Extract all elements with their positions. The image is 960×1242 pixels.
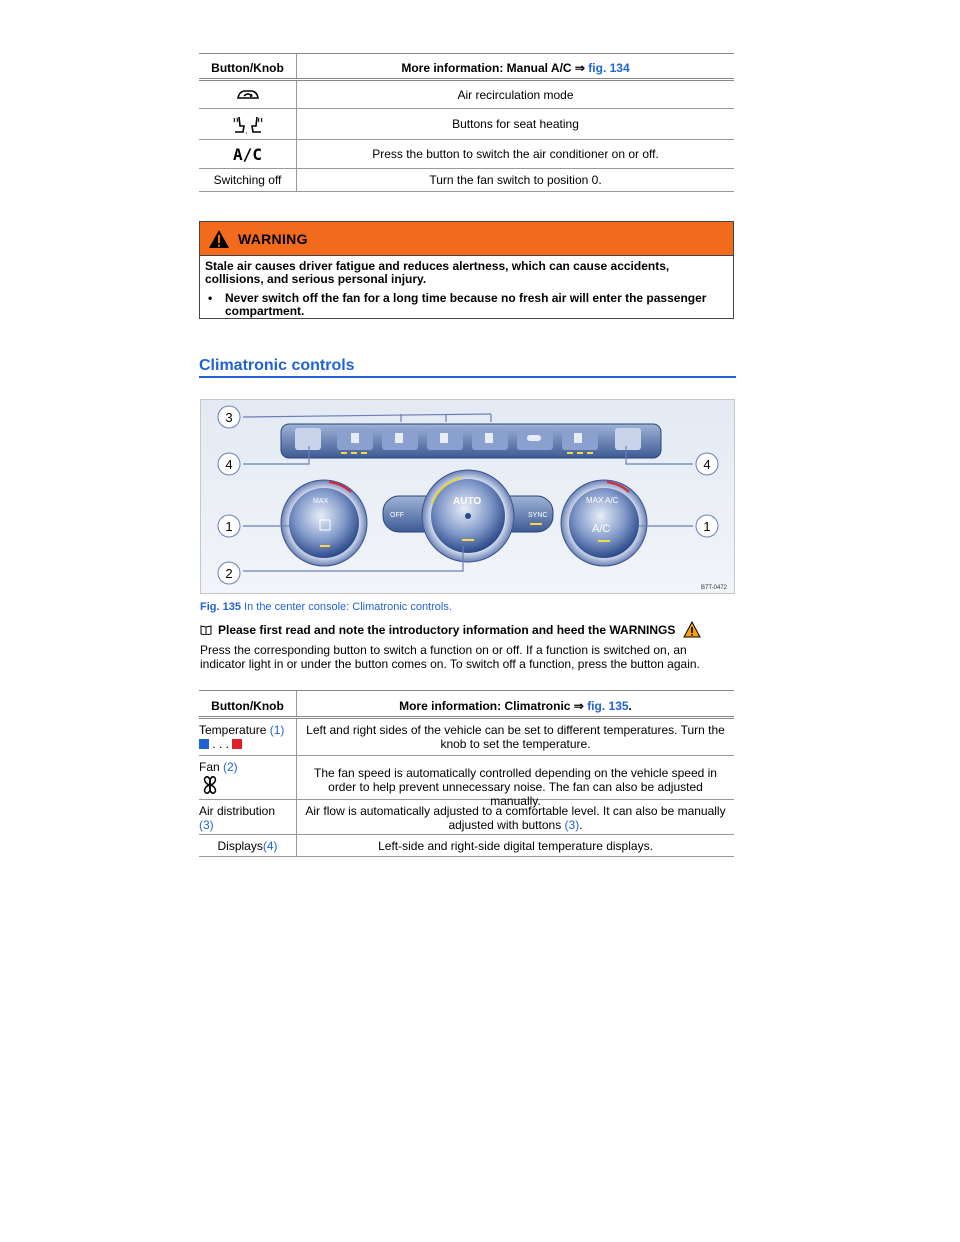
table-row: Displays (4) Left-side and right-side digital temperature displays. [199,835,734,857]
warning-title: WARNING [238,230,308,247]
warning-bullet: • Never switch off the fan for a long time because no fresh air will enter the passenger compartment. [205,292,728,318]
svg-text:3: 3 [225,410,233,425]
svg-text:1: 1 [225,519,233,534]
book-icon [200,625,212,635]
air-recirculation-icon [199,81,297,108]
header-col-button: Button/Knob [199,54,297,78]
section-title: Climatronic controls [199,357,736,378]
svg-text:4: 4 [703,457,711,472]
svg-text:AUTO: AUTO [453,496,482,507]
table-row: Fan (2) The fan speed is automatically controlled depending on the vehicle speed in order to help prevent unnecessary noise. The fan can also be adjusted manually. [199,756,734,800]
right-temperature-knob [561,480,647,566]
bullet-icon: • [208,291,213,305]
svg-text:1: 1 [703,519,711,534]
hot-swatch-icon [232,739,242,749]
figure-caption: Fig. 135 In the center console: Climatronic controls. [200,601,452,613]
table-row: Temperature (1) . . . Left and right sides of the vehicle can be set to different temperatures. Turn the knob to set the temperature. [199,719,734,756]
warning-header [200,222,733,256]
table-row: , Buttons for seat heating [199,109,734,140]
cold-swatch-icon [199,739,209,749]
image-code: B7T-0472 [701,585,728,591]
table-row: Air distribution (3) Air flow is automatically adjusted to a comfortable level. It can also be manually adjusted with buttons (3). [199,800,734,835]
climatronic-table [199,690,734,857]
seat-heating-icon [199,109,297,139]
warning-body: Stale air causes driver fatigue and reduces alertness, which can cause accidents, collisions, and serious personal injury. • Never switch off the fan for a long time because no fresh air will enter the passenger compartment. [200,256,733,318]
table-header [199,54,734,81]
svg-text:MAX A/C: MAX A/C [586,496,619,505]
warning-triangle-icon [683,621,701,638]
table-row: Air recirculation mode [199,81,734,109]
climatronic-figure [200,399,735,594]
svg-text:A/C: A/C [592,523,611,535]
table-row: Switching off Turn the fan switch to position 0. [199,169,734,192]
svg-text:MAX: MAX [313,498,329,505]
svg-text:SYNC: SYNC [528,512,548,519]
fig-134-link[interactable]: fig. 134 [588,61,630,75]
climatronic-panel-illustration [201,400,734,593]
instructions-paragraph: Press the corresponding button to switch a function on or off. If a function is switched on, an indicator light in or under the button comes on. To switch off a function, press the button again. [200,643,700,671]
svg-text:,: , [244,126,247,134]
svg-text:OFF: OFF [390,512,404,519]
fig-135-link[interactable]: fig. 135 [587,699,629,713]
svg-text:2: 2 [225,566,233,581]
ac-icon: A/C [199,140,297,168]
read-first-note: Please first read and note the introductory information and heed the WARNINGS [200,621,701,638]
table-header: Button/Knob More information: Climatronic ⇒ fig. 135 . [199,691,734,719]
warning-box [199,221,734,319]
manual-ac-table [199,53,734,192]
fan-icon [199,775,221,795]
svg-text:4: 4 [225,457,233,472]
warning-triangle-icon [208,229,230,249]
header-col-info: More information: Manual A/C ⇒ fig. 134 [401,61,630,75]
left-temperature-knob [281,480,367,566]
table-row: A/C Press the button to switch the air conditioner on or off. [199,140,734,169]
